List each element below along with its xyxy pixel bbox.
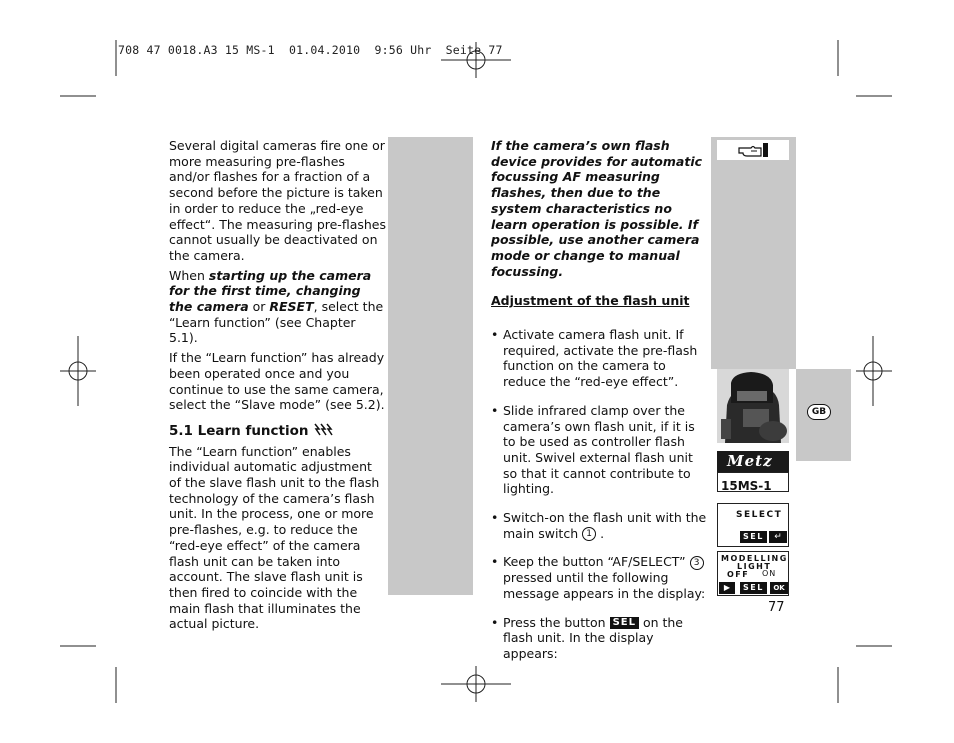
list-item: • Press the button SEL on the flash unit. In the display appears:	[491, 615, 709, 662]
display-modelling-light: MODELLING LIGHT OFF ON ▶ SEL OK	[717, 551, 789, 596]
return-icon: ↵	[769, 531, 787, 543]
ok-tag: OK	[770, 582, 788, 594]
model-label: 15MS-1	[717, 472, 789, 492]
note-icon-box	[717, 140, 789, 160]
list-item: • Slide infrared clamp over the camera’s own flash unit, if it is to be used as controller flash unit. Swivel external flash unit so that it cannot contribute to lighting.	[491, 403, 709, 497]
play-arrow-icon: ▶	[719, 582, 735, 594]
display-sel-tag: SEL	[740, 582, 767, 594]
button-number-badge: 3	[690, 556, 704, 570]
paragraph-slave-mode: If the “Learn function” has already been operated once and you continue to use the same camera, select the “Slave mode” (see 5.2).	[169, 350, 385, 413]
right-gray-margin-top	[711, 137, 796, 369]
list-item: • Keep the button “AF/SELECT” 3 pressed until the following message appears in the display:	[491, 554, 709, 601]
metz-logo: Metz	[717, 451, 789, 472]
paragraph-startup: When starting up the camera for the first time, changing the camera or RESET, select the “Learn function” (see Chapter 5.1).	[169, 267, 384, 346]
steps-list	[491, 327, 709, 662]
switch-number-badge: 1	[582, 527, 596, 541]
learn-flash-icon	[313, 423, 333, 436]
paragraph-red-eye: Several digital cameras fire one or more measuring pre-flashes and/or flashes for a fraction of a second before the picture is taken in order to reduce the „red-eye effect“. The measuring pre-flashes cannot usually be deactivated on the camera.	[169, 138, 386, 263]
camera-flash-photo	[717, 369, 789, 443]
left-gray-margin	[388, 137, 473, 595]
sel-button-glyph: SEL	[610, 617, 639, 629]
paragraph-learn-function: The “Learn function” enables individual automatic adjustment of the slave flash unit to the flash technology of the camera’s flash unit. In the process, one or more pre-flashes, e.g. to reduce the “red-eye effect” of the camera flash unit can be taken into account. The slave flash unit is then fired to coincide with the main flash that illuminates the actual picture.	[169, 443, 380, 632]
list-item: • Activate camera flash unit. If required, activate the pre-flash function on the camera to reduce the “red-eye effect”.	[491, 327, 709, 390]
pointing-hand-icon	[717, 140, 789, 160]
right-column	[491, 138, 709, 675]
subheading-adjustment: Adjustment of the flash unit	[491, 293, 690, 309]
af-note: If the camera’s own flash device provides for automatic focussing AF measuring flashes, then due to the system characteristics no learn operation is possible. If possible, use another camera mode or change to manual focussing.	[491, 138, 703, 279]
language-badge: GB	[807, 404, 831, 420]
list-item: • Switch-on the flash unit with the main switch 1 .	[491, 510, 709, 541]
section-heading: 5.1 Learn function	[169, 423, 387, 440]
left-column	[169, 138, 387, 636]
page-number: 77	[768, 600, 785, 615]
print-header: 708 47 0018.A3 15 MS-1 01.04.2010 9:56 Uhr Seite 77	[118, 43, 503, 57]
display-sel-tag: SEL	[740, 531, 767, 543]
display-select: SELECT SEL ↵	[717, 503, 789, 547]
